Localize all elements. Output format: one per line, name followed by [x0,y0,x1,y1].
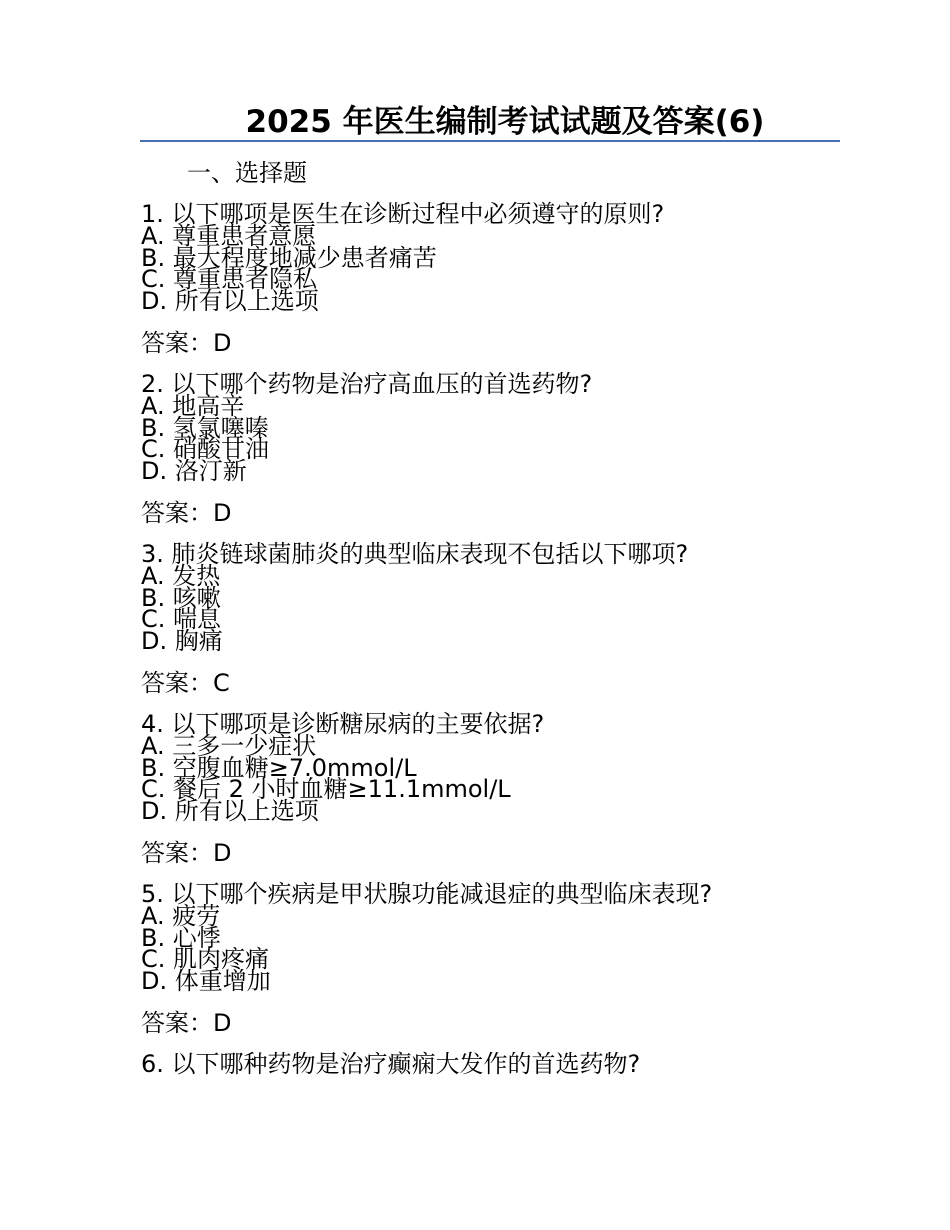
option-c: C. 硝酸甘油 [141,435,270,463]
question-item [141,882,841,1038]
option-b: B. 空腹血糖≥7.0mmol/L [141,753,417,782]
answer-line: 答案：C [141,669,230,697]
answer-line: 答案：D [141,329,232,357]
option-c: C. 肌肉疼痛 [141,945,270,973]
question-stem: 4. 以下哪项是诊断糖尿病的主要依据? [141,710,545,738]
option-b: B. 最大程度地减少患者痛苦 [141,243,437,272]
option-b: B. 咳嗽 [141,583,221,612]
document-title: 2025 年医生编制考试试题及答案(6) [140,104,840,142]
question-item [141,542,841,698]
section-heading: 一、选择题 [187,159,307,187]
option-d: D. 体重增加 [141,966,271,995]
question-item [141,202,841,358]
option-a: A. 发热 [141,562,221,590]
option-a: A. 三多一少症状 [141,732,317,760]
option-d: D. 胸痛 [141,626,223,655]
option-d: D. 洛汀新 [141,456,247,485]
option-b: B. 心悸 [141,923,221,952]
option-d: D. 所有以上选项 [141,796,319,825]
question-stem: 6. 以下哪种药物是治疗癫痫大发作的首选药物? [141,1050,641,1078]
question-item [141,712,841,868]
option-c: C. 尊重患者隐私 [141,265,318,293]
question-stem: 5. 以下哪个疾病是甲状腺功能减退症的典型临床表现? [141,880,713,908]
option-c: C. 喘息 [141,605,222,633]
option-c: C. 餐后 2 小时血糖≥11.1mmol/L [141,775,511,803]
question-item [141,372,841,528]
option-b: B. 氢氯噻嗪 [141,413,269,442]
option-a: A. 尊重患者意愿 [141,222,317,250]
question-stem: 1. 以下哪项是医生在诊断过程中必须遵守的原则? [141,200,665,228]
answer-line: 答案：D [141,499,232,527]
question-list [141,202,841,1090]
question-item [141,1052,841,1076]
answer-line: 答案：D [141,839,232,867]
option-a: A. 地高辛 [141,392,245,420]
option-a: A. 疲劳 [141,902,221,930]
question-stem: 2. 以下哪个药物是治疗高血压的首选药物? [141,370,593,398]
option-d: D. 所有以上选项 [141,286,319,315]
question-stem: 3. 肺炎链球菌肺炎的典型临床表现不包括以下哪项? [141,540,689,568]
answer-line: 答案：D [141,1009,232,1037]
